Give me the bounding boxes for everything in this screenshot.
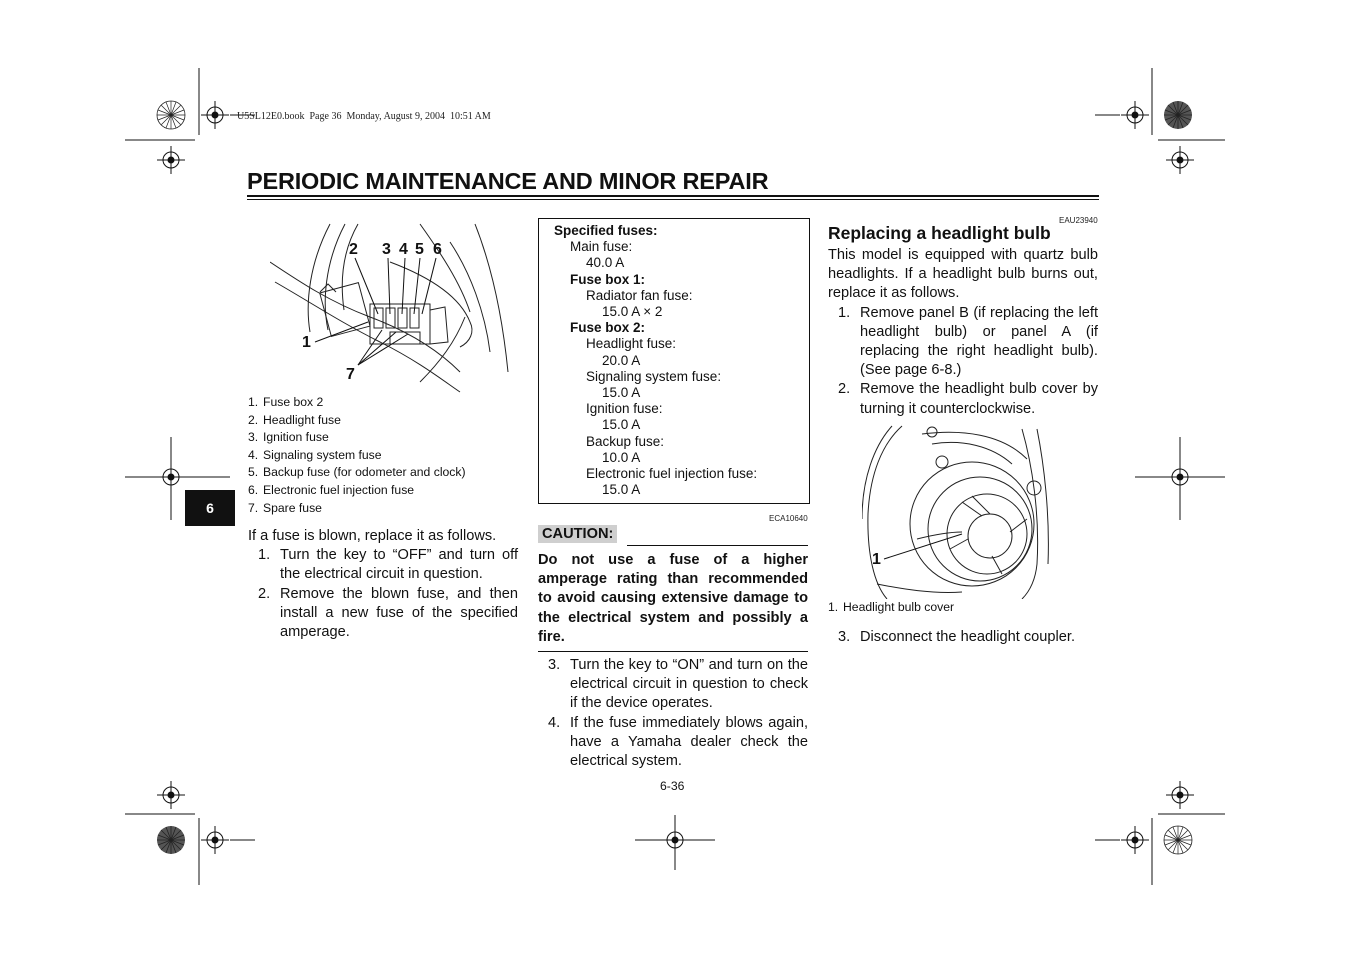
page-number: 6-36 bbox=[660, 779, 685, 793]
caption-item: 5. Backup fuse (for odometer and clock) bbox=[248, 465, 466, 480]
callout-4: 4 bbox=[399, 241, 408, 258]
fuse-box-1-label: Fuse box 1: bbox=[570, 271, 646, 287]
efi-fuse-value: 15.0 A bbox=[602, 482, 641, 498]
section-heading: Replacing a headlight bulb bbox=[828, 223, 1051, 243]
radiator-fuse-label: Radiator fan fuse: bbox=[586, 287, 693, 303]
title-rule-thick bbox=[247, 195, 1099, 197]
figure2-caption: 1. Headlight bulb cover bbox=[828, 600, 955, 614]
caption-item: 1. Fuse box 2 bbox=[248, 395, 324, 409]
title-rule-thin bbox=[247, 199, 1099, 200]
headlight-figure bbox=[862, 424, 1052, 599]
ignition-fuse-value: 15.0 A bbox=[602, 417, 641, 433]
signal-fuse-value: 15.0 A bbox=[602, 385, 641, 401]
fuse-box-2-label: Fuse box 2: bbox=[570, 320, 646, 336]
list-item: 1. Turn the key to “OFF” and turn off the electrical circuit in question. bbox=[258, 547, 518, 583]
caption-item: 2. Headlight fuse bbox=[248, 412, 341, 427]
main-fuse-value: 40.0 A bbox=[586, 255, 625, 271]
caption-item: 4. Signaling system fuse bbox=[248, 447, 382, 462]
callout-bulb-cover: 1 bbox=[872, 551, 881, 568]
caution-rule-bottom bbox=[538, 651, 808, 652]
section-code: EAU23940 bbox=[1059, 216, 1098, 225]
list-item: 4. If the fuse immediately blows again, have a Yamaha dealer check the electrical system. bbox=[548, 714, 808, 770]
page-title: PERIODIC MAINTENANCE AND MINOR REPAIR bbox=[247, 168, 769, 194]
callout-3: 3 bbox=[382, 241, 391, 258]
intro-paragraph: This model is equipped with quartz bulb headlights. If a headlight bulb burns out, replace it as follows. bbox=[828, 247, 1098, 302]
callout-1: 1 bbox=[302, 334, 311, 351]
headlight-fuse-value: 20.0 A bbox=[602, 352, 641, 368]
list-item: 2. Remove the blown fuse, and then install a new fuse of the specified amperage. bbox=[258, 585, 518, 641]
right-step3 bbox=[828, 628, 1098, 647]
efi-fuse-label: Electronic fuel injection fuse: bbox=[586, 466, 758, 482]
backup-fuse-label: Backup fuse: bbox=[586, 433, 665, 449]
callout-7: 7 bbox=[346, 366, 355, 383]
ignition-fuse-label: Ignition fuse: bbox=[586, 401, 663, 417]
spec-heading: Specified fuses: bbox=[554, 223, 658, 238]
radiator-fuse-value: 15.0 A × 2 bbox=[602, 304, 663, 320]
list-item: 2. Remove the headlight bulb cover by turning it counterclockwise. bbox=[838, 381, 1098, 417]
backup-fuse-value: 10.0 A bbox=[602, 449, 641, 465]
caution-label: CAUTION: bbox=[538, 525, 617, 543]
list-item: 1. Remove panel B (if replacing the left headlight bulb) or panel A (if replacing the right headlight bulb). (See page 6-8.) bbox=[838, 304, 1098, 379]
middle-steps bbox=[538, 656, 808, 771]
fuse-box-figure bbox=[270, 222, 510, 394]
caption-item: 6. Electronic fuel injection fuse bbox=[248, 482, 415, 497]
caution-code: ECA10640 bbox=[769, 514, 808, 523]
headlight-illustration bbox=[862, 424, 1052, 599]
signal-fuse-label: Signaling system fuse: bbox=[586, 368, 722, 384]
figure1-captions bbox=[248, 394, 528, 517]
callout-2: 2 bbox=[349, 241, 358, 258]
caution-rule-top bbox=[627, 545, 808, 546]
list-item: 3. Turn the key to “ON” and turn on the electrical circuit in question to check if the device operates. bbox=[548, 657, 808, 712]
right-intro bbox=[828, 246, 1098, 419]
caution-text: Do not use a fuse of a higher amperage rating than recommended to avoid causing extensive damage to the electrical system and possibly a fire. bbox=[538, 552, 808, 645]
caption-item: 3. Ignition fuse bbox=[248, 430, 329, 445]
chapter-tab: 6 bbox=[185, 490, 235, 526]
callout-6: 6 bbox=[433, 241, 442, 258]
file-header-note: U5SL12E0.book Page 36 Monday, August 9, 2004 10:51 AM bbox=[237, 111, 491, 122]
specified-fuses-box bbox=[538, 218, 810, 504]
intro-text: If a fuse is blown, replace it as follows. bbox=[248, 528, 497, 544]
left-instructions bbox=[248, 527, 518, 642]
caption-item: 7. Spare fuse bbox=[248, 500, 322, 515]
callout-5: 5 bbox=[415, 241, 424, 258]
main-fuse-label: Main fuse: bbox=[570, 239, 633, 255]
headlight-fuse-label: Headlight fuse: bbox=[586, 336, 677, 352]
list-item: 3. Disconnect the headlight coupler. bbox=[838, 629, 1075, 645]
